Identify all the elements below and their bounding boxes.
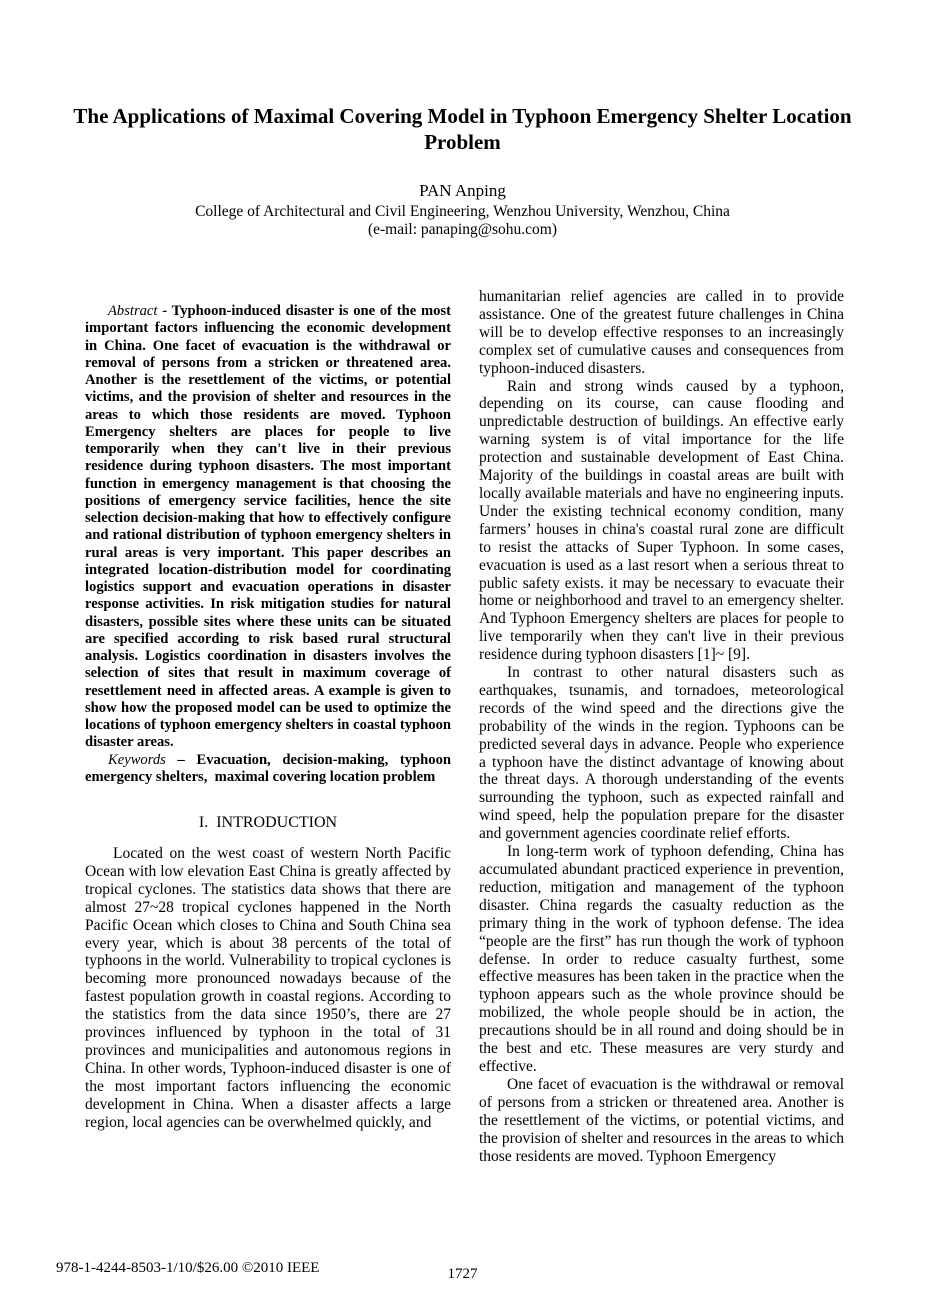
author-affiliation: College of Architectural and Civil Engineering, Wenzhou University, Wenzhou, China — [195, 203, 730, 220]
section-heading-introduction: I. INTRODUCTION — [198, 814, 338, 831]
keywords-paragraph — [85, 752, 451, 787]
author-block — [72, 181, 853, 239]
title-block — [72, 103, 853, 155]
abstract-text: Typhoon-induced disaster is one of the most important factors influencing the economic development in China. One facet of evacuation is the withdrawal or removal of persons from a stricken or threatened area. Another is the resettlement of the victims, or potential victims, and the provision of shelter and resources in the areas to which those residents are moved. Typhoon Emergency shelters are places for people to live temporarily when they can't live in their previous residence during typhoon disasters. The most important function in emergency management is that choosing the positions of emergency service facilities, hence the site selection decision-making that how to effectively configure and rational distribution of typhoon emergency shelters in rural areas is very important. This paper describes an integrated location-distribution model for coordinating logistics support and evacuation operations in disaster response activities. In risk mitigation studies for natural disasters, possible sites where these units can be situated are specified according to risk based rural structural analysis. Logistics coordination in disasters involves the selection of sites that result in maximum coverage of resettlement need in affected areas. A example is given to show how the proposed model can be used to optimize the locations of typhoon emergency shelters in coastal typhoon disaster areas. — [85, 303, 451, 751]
keywords-text: Evacuation, decision-making, typhoon emergency shelters, maximal covering location problem — [85, 751, 451, 785]
abstract-separator: - — [157, 303, 172, 319]
body-paragraph-long-term-defending: In long-term work of typhoon defending, China has accumulated abundant practiced experience in prevention, reduction, mitigation and management of the typhoon disaster. China regards the casualty reduction as the primary thing in the work of typhoon defense. The idea “people are the first” has run though the work of typhoon defense. In order to reduce casualty furthest, some effective measures has been taken in the practice when the typhoon appears such as the whole province should be mobilized, the whole people should be in action, the precautions should be in all round and doing should be in the best and etc. These measures are very sturdy and effective. — [479, 843, 844, 1075]
keywords-label: Keywords — [108, 751, 166, 768]
abstract-label: Abstract — [108, 303, 158, 319]
intro-paragraph-1: Located on the west coast of western North Pacific Ocean with low elevation East China is greatly affected by tropical cyclones. The statistics data shows that there are almost 27~28 tropical cyclones happened in the North Pacific Ocean which closes to China and South China sea every year, which is about 38 percents of the total of typhoons in the world. Vulnerability to tropical cyclones is becoming more pronounced nowadays because of the fastest population growth in coastal regions. According to the statistics from the data since 1950’s, there are 27 provinces influenced by typhoon in the total of 31 provinces and municipalities and autonomous regions in China. In other words, Typhoon-induced disaster is one of the most important factors influencing the economic development in China. When a disaster affects a large region, local agencies can be overwhelmed quickly, and — [85, 845, 451, 1131]
paper-title: The Applications of Maximal Covering Model in Typhoon Emergency Shelter Location Problem — [73, 104, 852, 154]
left-column — [85, 303, 451, 1132]
abstract-paragraph — [85, 303, 451, 752]
author-email: (e-mail: panaping@sohu.com) — [367, 221, 558, 238]
body-paragraph-one-facet: One facet of evacuation is the withdrawal or removal of persons from a stricken or threatened area. Another is the resettlement of the victims, or potential victims, and the provision of shelter and resources in the areas to which those residents are moved. Typhoon Emergency — [479, 1075, 844, 1165]
body-paragraph-rain-winds: Rain and strong winds caused by a typhoon, depending on its course, can cause flooding and unpredictable destruction of buildings. An effective early warning system is of vital importance for the life protection and sustainable development of East China. Majority of the buildings in coastal areas are built with locally available materials and have no engineering inputs. Under the existing technical economy condition, many farmers’ houses in china's coastal rural zone are difficult to resist the attacks of Super Typhoon. In some cases, evacuation is used as a last resort when a serious threat to public safety exists. it may be necessary to evacuate their home or neighborhood and travel to an emergency shelter. And Typhoon Emergency shelters are places for people to live temporarily when they can't live in their previous residence during typhoon disasters [1]~ [9]. — [479, 377, 844, 664]
page-number: 1727 — [447, 1266, 478, 1282]
author-name: PAN Anping — [419, 181, 506, 200]
footer-copyright: 978-1-4244-8503-1/10/$26.00 ©2010 IEEE — [56, 1260, 320, 1276]
body-paragraph-contrast-disasters: In contrast to other natural disasters such as earthquakes, tsunamis, and tornadoes, meteorological records of the wind speed and the directions give the probability of the winds in the region. Typhoons can be predicted several days in advance. People who experience a typhoon have the distinct advantage of knowing about the threat days. A thorough understanding of the events surrounding the typhoon, such as expected rainfall and wind speed, help the population prepare for the disaster and government agencies coordinate relief efforts. — [479, 664, 844, 843]
right-column — [479, 288, 844, 1165]
body-paragraph-continuation: humanitarian relief agencies are called in to provide assistance. One of the greatest future challenges in China will be to develop effective responses to an increasingly complex set of cumulative causes and consequences from typhoon-induced disasters. — [479, 288, 844, 377]
keywords-separator: – — [165, 751, 197, 768]
